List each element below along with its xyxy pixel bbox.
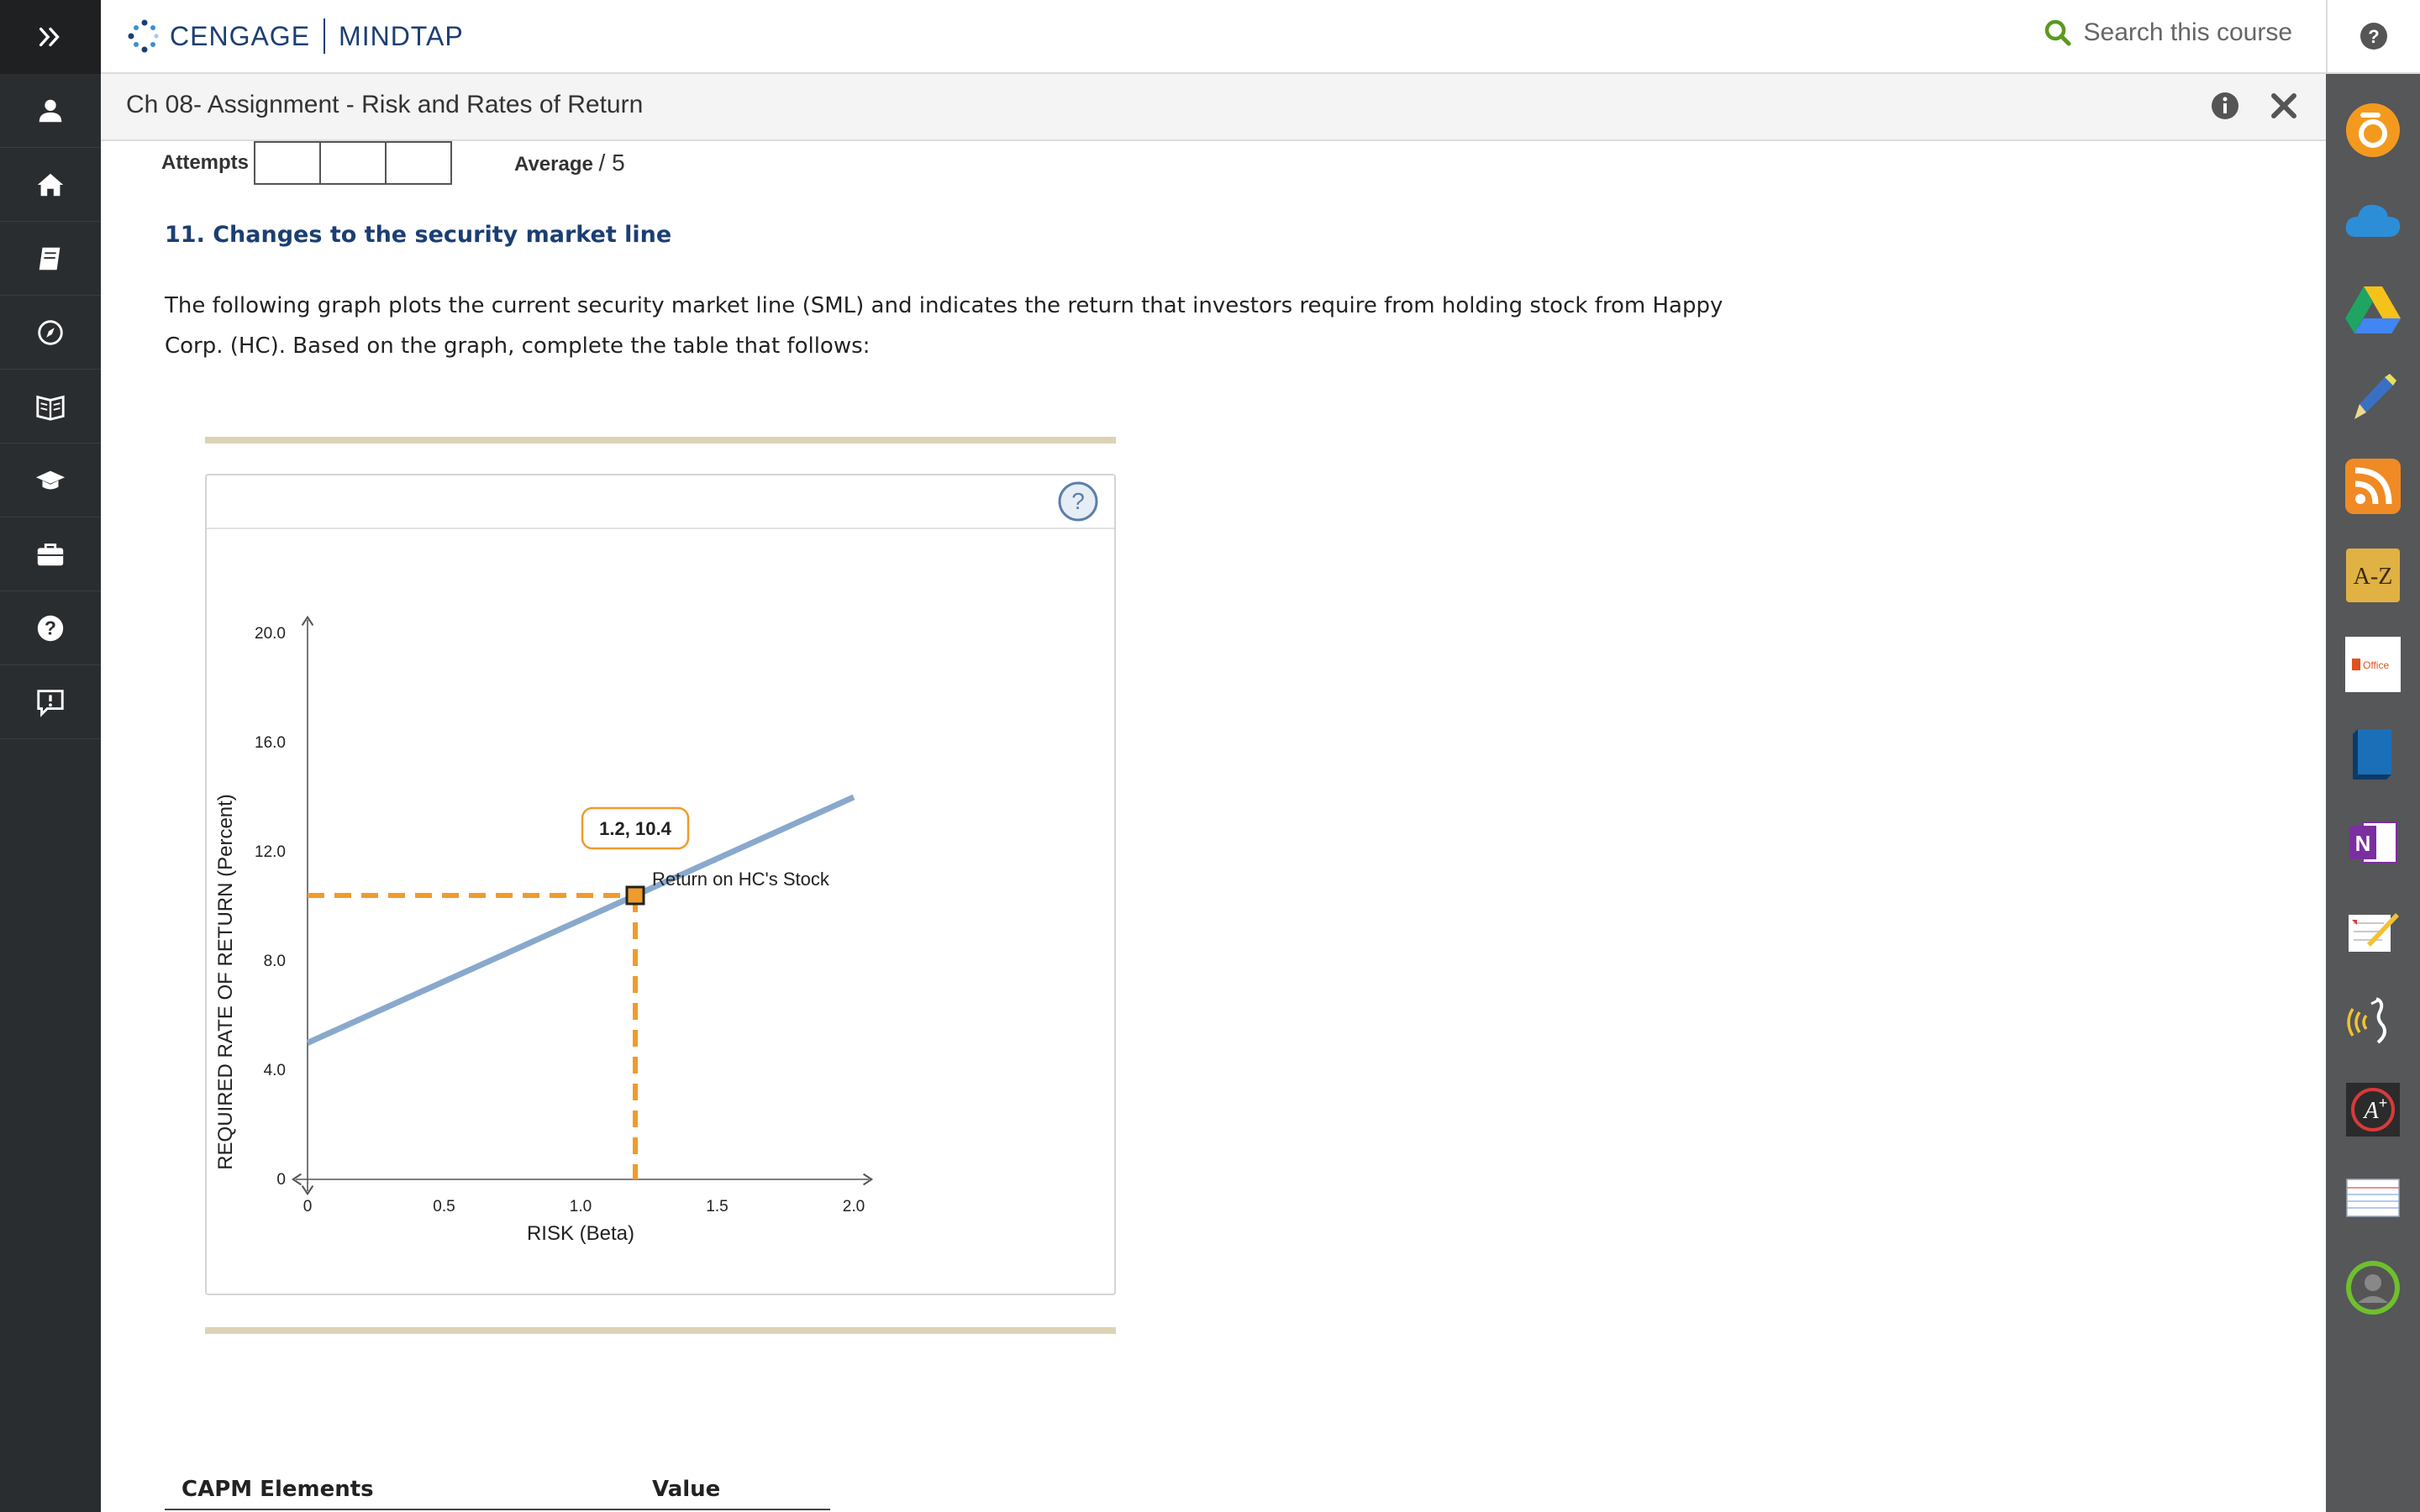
sml-line xyxy=(308,797,854,1043)
activity-title: Ch 08- Assignment - Risk and Rates of Return xyxy=(126,91,644,118)
y-tick-label: 8.0 xyxy=(263,953,286,970)
graduation-cap-icon xyxy=(34,465,66,496)
nav-feedback[interactable] xyxy=(0,665,101,739)
az-label: A-Z xyxy=(2353,564,2393,590)
nav-briefcase[interactable] xyxy=(0,517,101,591)
notebook-icon xyxy=(34,243,66,275)
attempt-box xyxy=(319,141,387,185)
search-placeholder: Search this course xyxy=(2083,18,2292,46)
x-tick-label: 2.0 xyxy=(842,1198,865,1215)
question-text: The following graph plots the current security market line (SML) and indicates the return that investors require from holding stock from Happy Corp. (HC). Based on the graph, complete the table that follows: xyxy=(165,293,1723,359)
y-tick-label: 16.0 xyxy=(255,734,286,752)
y-tick-label: 12.0 xyxy=(255,843,286,861)
app-notes[interactable] xyxy=(2326,887,2420,976)
profile-icon xyxy=(2344,1259,2402,1316)
cloud-icon xyxy=(2343,198,2403,240)
help-icon xyxy=(34,612,66,644)
activity-info-button[interactable] xyxy=(2210,91,2240,125)
capm-table-header xyxy=(165,1470,830,1510)
cengage-mindtap-logo[interactable] xyxy=(126,15,464,57)
attempt-box xyxy=(385,141,452,185)
svg-text:N: N xyxy=(2354,831,2371,856)
top-header xyxy=(101,0,2326,74)
nav-notebook[interactable] xyxy=(0,222,101,296)
aplus-icon xyxy=(2346,1083,2400,1137)
app-readspeaker[interactable] xyxy=(2326,976,2420,1065)
app-aplus[interactable] xyxy=(2326,1065,2420,1154)
brand-divider xyxy=(324,18,325,54)
app-rss[interactable] xyxy=(2326,442,2420,531)
pen-icon xyxy=(2346,370,2400,424)
y-tick-label: 4.0 xyxy=(263,1062,286,1079)
expand-nav-button[interactable] xyxy=(0,0,101,74)
average-score xyxy=(514,150,625,176)
flashcards-icon xyxy=(2345,1178,2401,1220)
activity-header xyxy=(101,74,2326,141)
sml-chart xyxy=(207,529,1114,1294)
app-cengage[interactable] xyxy=(2326,86,2420,175)
svg-text:?: ? xyxy=(1071,488,1085,514)
briefcase-icon xyxy=(34,538,66,570)
assignment-content xyxy=(101,141,2326,1512)
graph-top-rule xyxy=(205,437,1116,444)
help-icon xyxy=(1057,480,1099,522)
nav-user[interactable] xyxy=(0,74,101,148)
brand-mindtap: MINDTAP xyxy=(339,20,464,51)
app-dock xyxy=(2326,0,2420,1512)
left-navigation xyxy=(0,0,101,1512)
x-tick-label: 1.0 xyxy=(569,1198,592,1215)
point-label: Return on HC's Stock xyxy=(652,869,829,890)
app-office[interactable] xyxy=(2326,620,2420,709)
y-tick-label: 0 xyxy=(276,1171,286,1189)
info-icon xyxy=(2210,91,2240,121)
readspeaker-icon xyxy=(2346,994,2400,1047)
app-onenote[interactable] xyxy=(2326,798,2420,887)
compass-icon xyxy=(34,317,66,349)
y-axis-label: REQUIRED RATE OF RETURN (Percent) xyxy=(214,794,237,1170)
rss-icon xyxy=(2345,459,2401,514)
average-label: Average xyxy=(514,153,593,176)
svg-text:A: A xyxy=(2364,1098,2379,1124)
x-tick-label: 1.5 xyxy=(706,1198,729,1215)
attempts-tracker xyxy=(161,141,452,185)
average-value: / 5 xyxy=(598,150,625,176)
svg-text:?: ? xyxy=(2368,26,2380,47)
app-ebook[interactable] xyxy=(2326,709,2420,798)
attempt-box xyxy=(254,141,321,185)
close-icon xyxy=(2267,89,2301,123)
expand-icon xyxy=(34,21,66,53)
course-search[interactable] xyxy=(2044,18,2292,47)
col-capm-elements: CAPM Elements xyxy=(182,1477,374,1502)
app-cloud[interactable] xyxy=(2326,175,2420,264)
google-drive-icon xyxy=(2345,283,2401,333)
graph-help-button[interactable] xyxy=(1057,480,1099,527)
graph-bottom-rule xyxy=(205,1327,1116,1334)
app-pen[interactable] xyxy=(2326,353,2420,442)
app-flashcards[interactable] xyxy=(2326,1154,2420,1243)
feedback-icon xyxy=(34,686,66,718)
activity-close-button[interactable] xyxy=(2267,89,2301,127)
x-tick-label: 0 xyxy=(302,1198,313,1215)
a-z-dictionary-icon xyxy=(2346,549,2400,602)
office-label: Office xyxy=(2363,659,2390,671)
office-icon xyxy=(2345,637,2401,692)
graph-container xyxy=(205,474,1116,1295)
nav-graduation[interactable] xyxy=(0,444,101,517)
brand-cengage: CENGAGE xyxy=(170,20,311,51)
cengage-logo-icon xyxy=(126,18,163,55)
ebook-icon xyxy=(2348,726,2398,781)
notes-icon xyxy=(2345,906,2401,957)
question-title: 11. Changes to the security market line xyxy=(165,222,672,248)
x-axis-label: RISK (Beta) xyxy=(526,1222,635,1245)
book-icon xyxy=(34,391,66,423)
app-profile[interactable] xyxy=(2326,1243,2420,1332)
nav-compass[interactable] xyxy=(0,296,101,370)
attempts-label: Attempts xyxy=(161,151,250,174)
home-icon xyxy=(34,169,66,201)
svg-text:?: ? xyxy=(45,617,56,639)
user-icon xyxy=(34,95,66,127)
x-tick-label: 0.5 xyxy=(433,1198,455,1215)
nav-help[interactable] xyxy=(0,591,101,665)
search-icon xyxy=(2044,18,2072,47)
nav-book[interactable] xyxy=(0,370,101,444)
graph-toolbar xyxy=(207,475,1114,529)
svg-text:+: + xyxy=(2378,1095,2388,1111)
col-value: Value xyxy=(652,1477,721,1502)
point-tooltip-text: 1.2, 10.4 xyxy=(599,818,671,839)
global-help-button[interactable] xyxy=(2326,0,2420,74)
y-tick-label: 20.0 xyxy=(255,625,286,643)
cengage-app-icon xyxy=(2344,102,2402,159)
hc-stock-point[interactable] xyxy=(627,887,644,904)
onenote-icon xyxy=(2346,817,2400,868)
app-google-drive[interactable] xyxy=(2326,264,2420,353)
nav-home[interactable] xyxy=(0,148,101,222)
app-dictionary[interactable] xyxy=(2326,531,2420,620)
help-icon xyxy=(2359,21,2389,51)
